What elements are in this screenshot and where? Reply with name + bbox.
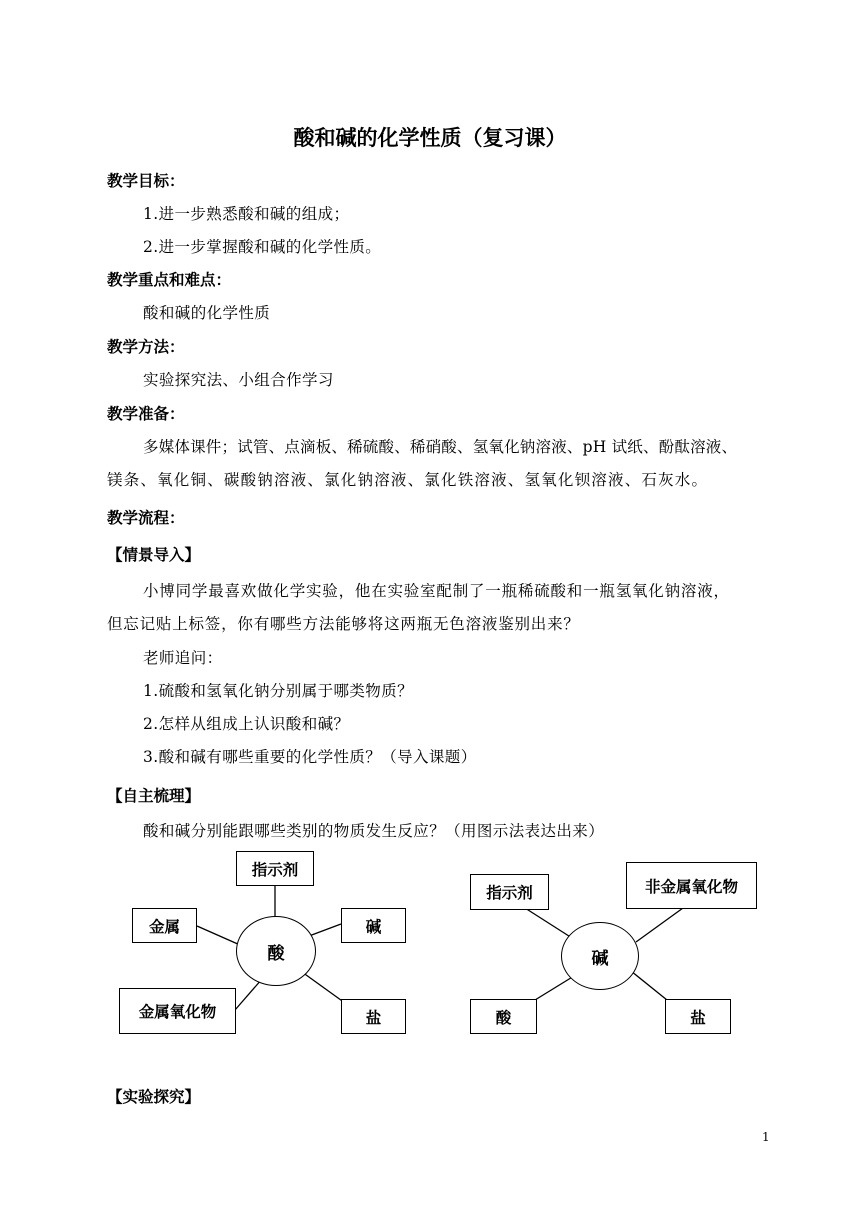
intro-line: 小博同学最喜欢做化学实验，他在实验室配制了一瓶稀硫酸和一瓶氢氧化钠溶液，: [143, 582, 730, 600]
base-salt-box: 盐: [665, 999, 731, 1034]
base-center-oval: 碱: [561, 922, 639, 990]
question-item: 2.怎样从组成上认识酸和碱？: [143, 715, 350, 733]
question-item: 1.硫酸和氢氧化钠分别属于哪类物质？: [143, 682, 413, 700]
objectives-heading: 教学目标：: [107, 172, 185, 190]
base-indicator-box: 指示剂: [470, 874, 549, 910]
document-title: 酸和碱的化学性质（复习课）: [293, 126, 567, 150]
acid-base-connector: [309, 924, 341, 936]
page-number: 1: [762, 1130, 770, 1144]
review-heading: 【自主梳理】: [107, 787, 201, 805]
methods-text: 实验探究法、小组合作学习: [143, 371, 334, 389]
acid-metal-oxide-connector: [235, 979, 262, 1010]
preparation-heading: 教学准备：: [107, 405, 185, 423]
process-heading: 教学流程：: [107, 509, 185, 527]
acid-base-box: 碱: [341, 908, 406, 943]
acid-salt-connector: [302, 972, 345, 1003]
acid-indicator-box: 指示剂: [236, 851, 314, 886]
objective-item: 1.进一步熟悉酸和碱的组成；: [143, 205, 350, 223]
review-question: 酸和碱分别能跟哪些类别的物质发生反应？（用图示法表达出来）: [143, 822, 605, 840]
base-indicator-connector: [525, 908, 572, 938]
teacher-prompt: 老师追问：: [143, 649, 223, 667]
methods-heading: 教学方法：: [107, 338, 185, 356]
key-points-text: 酸和碱的化学性质: [143, 304, 271, 322]
acid-salt-box: 盐: [341, 999, 406, 1034]
base-acid-connector: [535, 976, 574, 1000]
acid-metal-box: 金属: [132, 908, 197, 943]
base-acid-box: 酸: [470, 999, 537, 1034]
acid-center-oval: 酸: [236, 916, 316, 986]
key-points-heading: 教学重点和难点：: [107, 271, 232, 289]
question-item: 3.酸和碱有哪些重要的化学性质？（导入课题）: [143, 748, 477, 766]
acid-metal-oxide-box: 金属氧化物: [119, 988, 236, 1034]
base-nonmetal-oxide-box: 非金属氧化物: [626, 862, 757, 909]
objective-item: 2.进一步掌握酸和碱的化学性质。: [143, 238, 382, 256]
intro-line: 但忘记贴上标签，你有哪些方法能够将这两瓶无色溶液鉴别出来？: [107, 615, 580, 633]
intro-heading: 【情景导入】: [107, 546, 201, 564]
experiment-heading: 【实验探究】: [107, 1088, 201, 1106]
preparation-line: 镁条、氧化铜、碳酸钠溶液、氯化钠溶液、氯化铁溶液、氢氧化钡溶液、石灰水。: [107, 471, 709, 489]
acid-metal-connector: [197, 926, 240, 945]
preparation-line: 多媒体课件；试管、点滴板、稀硫酸、稀硝酸、氢氧化钠溶液、pH 试纸、酚酞溶液、: [143, 438, 738, 456]
base-nonmetal-oxide-connector: [636, 908, 683, 942]
